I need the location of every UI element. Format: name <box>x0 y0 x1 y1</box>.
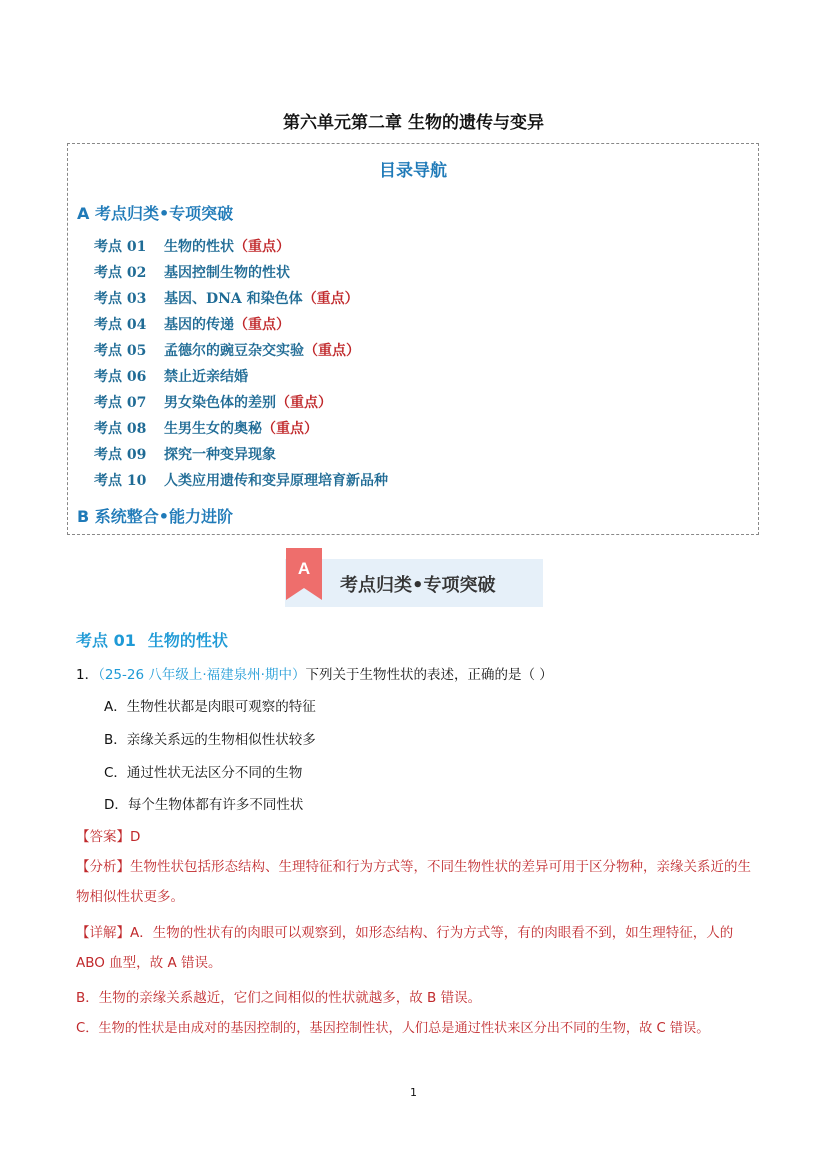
option-a: A．生物性状都是肉眼可观察的特征 <box>104 699 316 715</box>
kp-heading-text: 生物的性状 <box>147 631 228 650</box>
toc-item-08[interactable] <box>94 418 318 438</box>
toc-item-num: 考点 02 <box>94 265 147 281</box>
toc-item-06[interactable] <box>94 366 248 386</box>
toc-item-10[interactable] <box>94 470 388 490</box>
toc-item-text: 基因控制生物的性状 <box>164 265 290 281</box>
toc-item-tag: （重点） <box>276 395 332 411</box>
question-stem <box>76 663 553 683</box>
question-number: 1． <box>76 667 99 683</box>
kp-heading-num: 考点 01 <box>76 631 136 650</box>
toc-item-03[interactable] <box>94 288 359 308</box>
toc-item-tag: （重点） <box>234 317 290 333</box>
toc-item-num: 考点 09 <box>94 447 147 463</box>
toc-item-num: 考点 01 <box>94 239 147 255</box>
detail-paragraph: 【详解】A．生物的性状有的肉眼可以观察到，如形态结构、行为方式等，有的肉眼看不到，如生理特征，人的 ABO 血型，故 A 错误。 <box>76 925 734 971</box>
option-b: B．亲缘关系远的生物相似性状较多 <box>104 732 316 748</box>
toc-box <box>67 143 759 535</box>
toc-item-04[interactable] <box>94 314 290 334</box>
question-source: （25-26 八年级上·福建泉州·期中） <box>98 667 306 683</box>
toc-item-text: 基因、DNA 和染色体 <box>164 291 303 307</box>
toc-item-num: 考点 10 <box>94 473 147 489</box>
answer-line: 【答案】D <box>76 829 141 845</box>
toc-item-text: 禁止近亲结婚 <box>164 369 248 385</box>
toc-item-num: 考点 07 <box>94 395 147 411</box>
option-d: D．每个生物体都有许多不同性状 <box>104 797 304 813</box>
toc-item-text: 生男生女的奥秘 <box>164 421 262 437</box>
bookmark-ribbon-icon <box>286 548 322 600</box>
explanation-b: B．生物的亲缘关系越近，它们之间相似的性状就越多，故 B 错误。 <box>76 990 482 1006</box>
explanation-c: C．生物的性状是由成对的基因控制的，基因控制性状，人们总是通过性状来区分出不同的生物，故 C 错误。 <box>76 1021 710 1036</box>
toc-item-text: 探究一种变异现象 <box>164 447 276 463</box>
toc-item-text: 基因的传递 <box>164 317 234 333</box>
toc-item-text: 生物的性状 <box>164 239 234 255</box>
option-c: C．通过性状无法区分不同的生物 <box>104 765 303 781</box>
toc-item-01[interactable] <box>94 236 290 256</box>
toc-item-tag: （重点） <box>262 421 318 437</box>
toc-item-text: 孟德尔的豌豆杂交实验 <box>164 343 304 359</box>
toc-section-b[interactable]: B 系统整合•能力进阶 <box>77 507 233 526</box>
section-banner <box>285 559 543 607</box>
analysis-paragraph: 【分析】生物性状包括形态结构、生理特征和行为方式等，不同生物性状的差异可用于区分物种，亲缘关系近的生物相似性状更多。 <box>76 859 751 905</box>
toc-item-tag: （重点） <box>302 291 359 307</box>
document-title: 第六单元第二章 生物的遗传与变异 <box>283 113 544 133</box>
question-text: 下列关于生物性状的表述，正确的是（ ） <box>305 667 553 683</box>
kp-heading <box>76 628 228 651</box>
toc-item-text: 人类应用遗传和变异原理培育新品种 <box>164 473 388 489</box>
toc-item-num: 考点 04 <box>94 317 147 333</box>
banner-title: 考点归类•专项突破 <box>340 575 496 596</box>
toc-item-num: 考点 06 <box>94 369 147 385</box>
toc-section-a[interactable]: A 考点归类•专项突破 <box>77 204 234 223</box>
toc-item-09[interactable] <box>94 444 276 464</box>
toc-item-text: 男女染色体的差别 <box>164 395 276 411</box>
toc-item-tag: （重点） <box>234 239 290 255</box>
toc-item-07[interactable] <box>94 392 332 412</box>
page-number: 1 <box>410 1086 417 1099</box>
toc-item-02[interactable] <box>94 262 290 282</box>
toc-item-num: 考点 03 <box>94 291 147 307</box>
toc-item-05[interactable] <box>94 340 360 360</box>
toc-heading: 目录导航 <box>379 161 447 181</box>
toc-item-num: 考点 05 <box>94 343 147 359</box>
toc-item-num: 考点 08 <box>94 421 147 437</box>
banner-letter: A <box>297 559 311 578</box>
toc-item-tag: （重点） <box>304 343 360 359</box>
